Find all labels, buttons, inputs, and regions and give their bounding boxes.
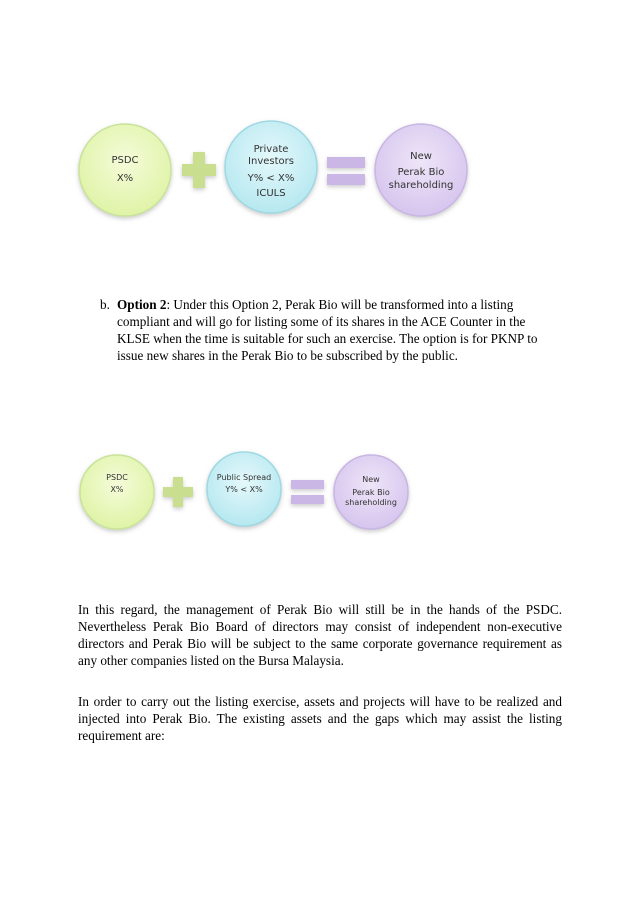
new-shareholding-label-1: New [410,151,432,162]
equals-icon-2 [291,480,324,504]
paragraph-management: In this regard, the management of Perak Bio will still be in the hands of the PSDC. Nevertheless Perak Bio Board of directors may consist of independent non-executive directors and Perak Bio will be subject to the same corporate governance requirement as any other companies listed on the Bursa Malaysia. [78,602,562,668]
private-investors-label-2: Investors [248,156,294,167]
option-2-letter: b. [100,297,110,312]
option-2-title: Option 2 [117,297,167,312]
private-investors-circle [225,121,317,213]
new-shareholding-label-2: Perak Bio [397,167,445,178]
plus-icon-2 [163,477,193,507]
diagram-2 [80,452,408,529]
psdc-share-2: X% [110,485,124,494]
psdc-circle [79,124,171,216]
option-2-text: : Under this Option 2, Perak Bio will be transformed into a listing compliant and will go for listing some of its shares in the ACE Counter in the KLSE when the time is suitable for such an exercise. The option is for PKNP to issue new shares in the Perak Bio to be subscribed by the public. [117,297,538,363]
paragraph-listing: In order to carry out the listing exercise, assets and projects will have to be realized and injected into Perak Bio. The existing assets and the gaps which may assist the listing requirement are: [78,694,562,743]
private-investors-share: Y% < X% [247,173,295,184]
new-shareholding-2-label-3: shareholding [345,498,397,507]
equals-icon [327,157,365,185]
public-spread-label: Public Spread [216,473,272,482]
private-investors-label-1: Private [253,144,289,155]
new-shareholding-label-3: shareholding [388,180,454,191]
option-2-item [100,296,557,364]
private-investors-instrument: ICULS [256,188,286,199]
new-shareholding-2-label-2: Perak Bio [352,488,390,497]
psdc-label: PSDC [111,155,139,166]
psdc-share: X% [116,173,134,184]
psdc-label-2: PSDC [106,473,128,482]
diagram-1 [79,121,467,216]
public-spread-share: Y% < X% [225,485,263,494]
plus-icon [182,152,216,188]
new-shareholding-2-label-1: New [362,475,380,484]
